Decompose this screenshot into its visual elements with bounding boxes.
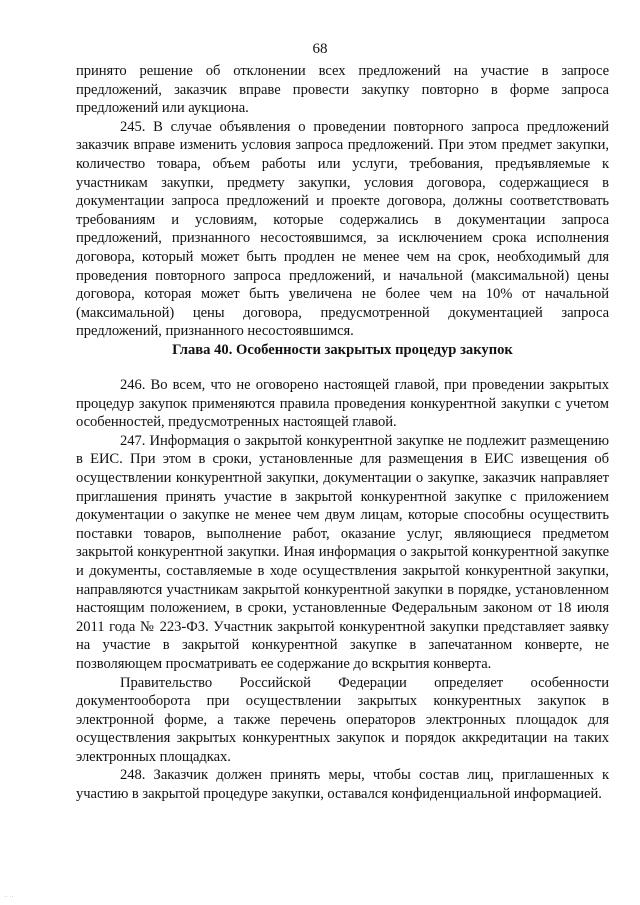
- paragraph-245: 245. В случае объявления о проведении повторного запроса предложений заказчик вправе изменить условия запроса предложений. При этом предмет закупки, количество товара, объем работы или услуги, требования, предъявляемые к участникам закупки, предмету закупки, условия договора, содержащиеся в документации запроса предложений и проекте договора, должны соответствовать требованиям и условиям, которые содержались в документации запроса предложений, признанного несостоявшимся, за исключением срока исполнения договора, который может быть продлен не менее чем на срок, необходимый для проведения повторного запроса предложений, и начальной (максимальной) цены договора, которая может быть увеличена не более чем на 10% от начальной (максимальной) цены договора, предусмотренной документацией запроса предложений, признанного несостоявшимся.: [76, 118, 609, 340]
- scan-artifact-mark: .. ..: [4, 892, 14, 899]
- paragraph-248: 248. Заказчик должен принять меры, чтобы состав лиц, приглашенных к участию в закрытой процедуре закупки, оставался конфиденциальной информацией.: [76, 767, 609, 803]
- page-number: 68: [312, 41, 328, 57]
- paragraph-246: 246. Во всем, что не оговорено настоящей главой, при проведении закрытых процедур закупок применяются правила проведения конкурентной закупки с учетом особенностей, предусмотренных настоящей главой.: [76, 377, 609, 431]
- paragraph-continuation: принято решение об отклонении всех предложений на участие в запросе предложений, заказчик вправе провести закупку повторно в форме запроса предложений или аукциона.: [76, 63, 609, 117]
- text-section-top: [76, 62, 609, 341]
- paragraph-247-government: Правительство Российской Федерации определяет особенности документооборота при осуществлении закрытых конкурентных закупок в электронной форме, а также перечень операторов электронных площадок для осуществления закрытых конкурентных закупок и порядок аккредитации на таких электронных площадках.: [76, 674, 609, 765]
- chapter-heading: Глава 40. Особенности закрытых процедур закупок: [172, 342, 513, 358]
- paragraph-247: 247. Информация о закрытой конкурентной закупке не подлежит размещению в ЕИС. При этом в сроки, установленные для размещения в ЕИС извещения об осуществлении конкурентной закупки, документации о закупке, заказчик направляет приглашения принять участие в закрытой конкурентной закупке с приложением документации о закупке не менее чем двум лицам, которые способны осуществить поставки товаров, выполнение работ, оказание услуг, являющиеся предметом закрытой конкурентной закупки. Иная информация о закрытой конкурентной закупке и документы, составляемые в ходе осуществления закрытой конкурентной закупки, направляются участникам закрытой конкурентной закупки в порядке, установленном настоящим положением, в сроки, установленные Федеральным законом от 18 июля 2011 года № 223-ФЗ. Участник закрытой конкурентной закупки представляет заявку на участие в закрытой конкурентной закупке в запечатанном конверте, не позволяющем просматривать ее содержание до вскрытия конверта.: [76, 432, 609, 672]
- text-section-bottom: [76, 376, 609, 804]
